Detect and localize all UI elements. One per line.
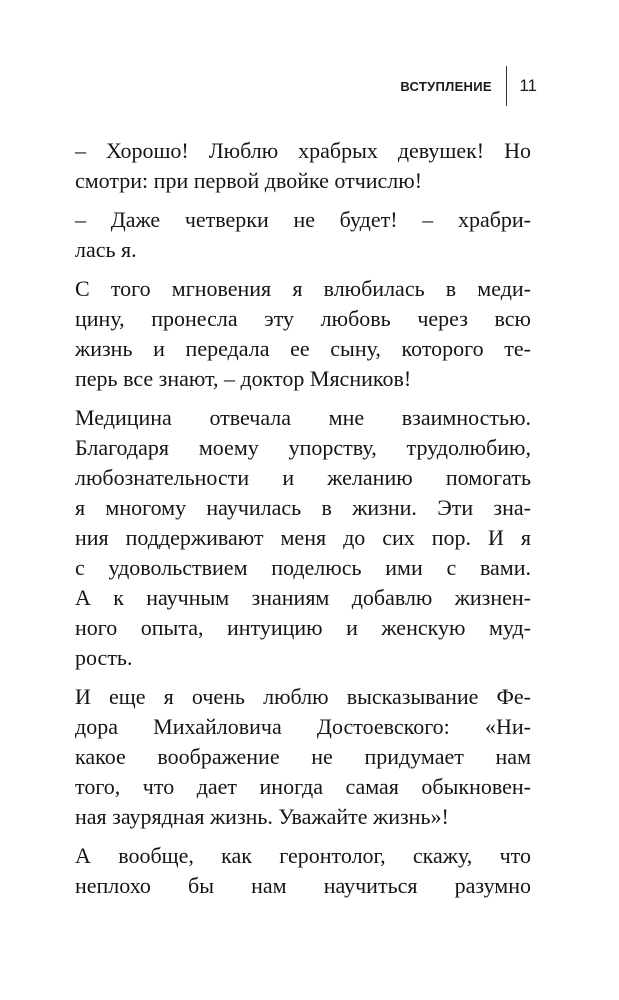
text-line: ния поддерживают меня до сих пор. И я xyxy=(75,525,531,550)
text-line: А к научным знаниям добавлю жизнен- xyxy=(75,585,531,610)
text-line: неплохо бы нам научиться разумно xyxy=(75,873,531,898)
text-line: Медицина отвечала мне взаимностью. xyxy=(75,405,531,430)
text-line: ного опыта, интуицию и женскую муд- xyxy=(75,615,531,640)
text-line: я многому научилась в жизни. Эти зна- xyxy=(75,495,531,520)
page-body xyxy=(75,136,531,910)
paragraph xyxy=(75,841,531,901)
section-title: ВСТУПЛЕНИЕ xyxy=(400,78,492,94)
paragraph xyxy=(75,205,531,265)
text-line: – Даже четверки не будет! – храбри- xyxy=(75,207,531,232)
text-line: ная заурядная жизнь. Уважайте жизнь»! xyxy=(75,804,449,829)
text-line: того, что дает иногда самая обыкновен- xyxy=(75,774,531,799)
text-line: с удовольствием поделюсь ими с вами. xyxy=(75,555,531,580)
paragraph xyxy=(75,274,531,394)
text-line: – Хорошо! Люблю храбрых девушек! Но xyxy=(75,138,531,163)
text-line: Благодаря моему упорству, трудолюбию, xyxy=(75,435,531,460)
text-line: дора Михайловича Достоевского: «Ни- xyxy=(75,714,531,739)
text-line: С того мгновения я влюбилась в меди- xyxy=(75,276,531,301)
text-line: рость. xyxy=(75,645,133,670)
paragraph xyxy=(75,403,531,673)
page-number: 11 xyxy=(519,76,537,95)
text-line: цину, пронесла эту любовь через всю xyxy=(75,306,531,331)
running-header xyxy=(400,66,537,106)
text-line: И еще я очень люблю высказывание Фе- xyxy=(75,684,531,709)
text-line: перь все знают, – доктор Мясников! xyxy=(75,366,412,391)
text-line: какое воображение не придумает нам xyxy=(75,744,531,769)
text-line: лась я. xyxy=(75,237,137,262)
text-line: А вообще, как геронтолог, скажу, что xyxy=(75,843,531,868)
paragraph xyxy=(75,136,531,196)
text-line: жизнь и передала ее сыну, которого те- xyxy=(75,336,531,361)
text-line: любознательности и желанию помогать xyxy=(75,465,531,490)
header-divider xyxy=(506,66,508,106)
text-line: смотри: при первой двойке отчислю! xyxy=(75,168,423,193)
paragraph xyxy=(75,682,531,832)
